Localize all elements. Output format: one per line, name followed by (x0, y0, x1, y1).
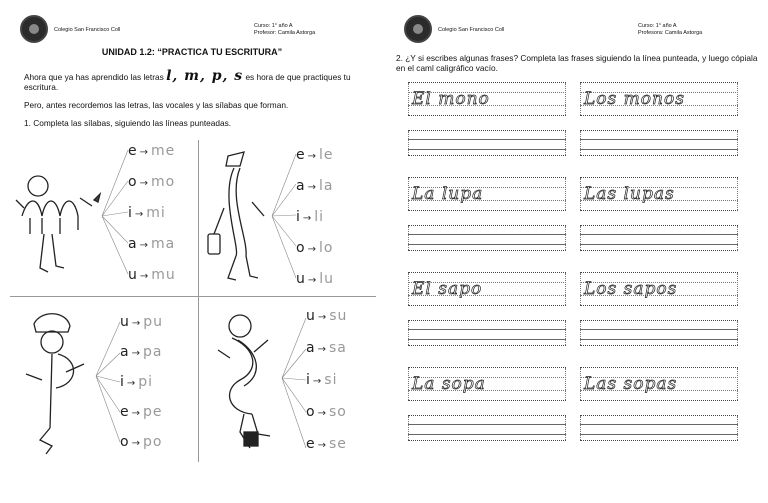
copy-box[interactable] (580, 320, 738, 346)
syllable-trace[interactable]: pa (142, 344, 163, 360)
trace-box[interactable] (408, 177, 566, 211)
trace-box[interactable] (580, 367, 738, 401)
trace-box[interactable] (408, 82, 566, 116)
syllable-row (120, 434, 162, 452)
syllable-trace[interactable]: le (319, 147, 334, 163)
syllable-trace[interactable]: lo (318, 240, 334, 256)
vowel-label: a (120, 344, 129, 360)
copy-box[interactable] (580, 415, 738, 441)
syllable-trace[interactable]: sa (328, 340, 347, 356)
course-label-right: Curso: 1° año A (638, 23, 677, 29)
page-header-right (404, 15, 754, 45)
arrow-icon: → (302, 213, 312, 224)
syllable-row (296, 271, 334, 289)
panel-divider-horizontal (10, 296, 376, 297)
intro-text (24, 68, 374, 92)
intro-letters: l, m, p, s (166, 68, 244, 84)
syllable-row (128, 174, 175, 192)
arrow-icon: → (134, 209, 144, 220)
phrase-trace: Los sapos (584, 279, 678, 299)
syllable-trace[interactable]: mi (146, 205, 166, 221)
question-1: 1. Completa las sílabas, siguiendo las líneas punteadas. (24, 118, 232, 128)
letter-p-character (26, 314, 84, 454)
arrow-icon: → (131, 438, 140, 449)
intro-part-b: es hora de que practiques tu (245, 72, 351, 82)
syllable-trace[interactable]: pi (138, 374, 154, 390)
syllable-trace[interactable]: me (151, 143, 176, 159)
arrow-icon: → (139, 147, 149, 158)
syllable-trace[interactable]: su (329, 308, 348, 324)
syllable-row (306, 308, 347, 326)
copy-box[interactable] (408, 225, 566, 251)
syllable-row (296, 240, 333, 258)
arrow-icon: → (131, 408, 141, 419)
syllable-row (306, 436, 347, 454)
syllable-row (296, 178, 333, 196)
branch-lines-l (272, 154, 296, 278)
phrase-trace: La sopa (412, 374, 486, 394)
letter-l-character (208, 152, 264, 280)
syllable-trace[interactable]: li (314, 209, 325, 225)
syllable-trace[interactable]: mu (151, 267, 176, 283)
syllable-row (120, 314, 163, 332)
syllable-panel-s (200, 300, 378, 460)
trace-box[interactable] (580, 177, 738, 211)
vowel-label: u (120, 314, 129, 330)
syllable-trace[interactable]: se (329, 436, 347, 452)
syllable-row (306, 340, 347, 358)
copy-box[interactable] (408, 130, 566, 156)
vowel-label: e (296, 147, 305, 163)
teacher-label-right: Profesora: Camila Astorga (638, 30, 703, 36)
panel-letter-p (10, 300, 198, 460)
syllable-trace[interactable]: mo (150, 174, 176, 190)
syllable-panel-p (10, 300, 198, 460)
teacher-label: Profesor: Camila Astorga (254, 30, 316, 36)
arrow-icon: → (307, 275, 317, 286)
page-header (20, 15, 370, 45)
copy-box[interactable] (408, 415, 566, 441)
syllable-row (306, 372, 337, 390)
vowel-label: e (128, 143, 137, 159)
syllable-trace[interactable]: lu (319, 271, 335, 287)
vowel-label: i (128, 205, 132, 221)
vowel-label: i (306, 372, 310, 388)
arrow-icon: → (126, 378, 136, 389)
course-label: Curso: 1° año A (254, 23, 293, 29)
vowel-label: o (128, 174, 137, 190)
syllable-trace[interactable]: so (328, 404, 347, 420)
vowel-label: o (120, 434, 129, 450)
vowel-label: e (306, 436, 315, 452)
phrase-trace: El mono (412, 89, 490, 109)
syllable-trace[interactable]: pu (143, 314, 164, 330)
arrow-icon: → (317, 344, 326, 355)
intro-part-a: Ahora que ya has aprendido las letras (24, 72, 164, 82)
syllable-row (128, 236, 175, 254)
phrase-trace: La lupa (412, 184, 484, 204)
branch-lines-m (102, 150, 128, 274)
arrow-icon: → (312, 376, 322, 387)
letter-m-character (16, 176, 100, 272)
arrow-icon: → (317, 440, 327, 451)
arrow-icon: → (139, 178, 148, 189)
copy-box[interactable] (580, 225, 738, 251)
school-logo-right (404, 15, 432, 43)
school-logo (20, 15, 48, 43)
vowel-label: a (128, 236, 137, 252)
syllable-panel-l (200, 138, 378, 294)
before-text: Pero, antes recordemos las letras, las vocales y las sílabas que forman. (24, 100, 289, 110)
page-title: UNIDAD 1.2: “PRACTICA TU ESCRITURA” (101, 47, 283, 57)
intro-part-c: escritura. (24, 82, 59, 92)
vowel-label: a (296, 178, 305, 194)
syllable-trace[interactable]: po (142, 434, 163, 450)
trace-box[interactable] (408, 367, 566, 401)
arrow-icon: → (139, 240, 148, 251)
syllable-row (120, 344, 162, 362)
branch-lines-p (96, 322, 120, 442)
syllable-row (128, 267, 176, 285)
arrow-icon: → (307, 182, 316, 193)
trace-box[interactable] (580, 82, 738, 116)
syllable-row (128, 205, 166, 223)
vowel-label: a (306, 340, 315, 356)
course-info (254, 23, 315, 37)
arrow-icon: → (317, 408, 326, 419)
vowel-label: i (296, 209, 300, 225)
syllable-row (296, 147, 334, 165)
arrow-icon: → (131, 318, 141, 329)
phrase-trace: Las lupas (584, 184, 675, 204)
letter-s-character (218, 315, 270, 448)
vowel-label: u (306, 308, 315, 324)
trace-box[interactable] (408, 272, 566, 306)
school-name-right: Colegio San Francisco Coll (438, 27, 505, 33)
phrase-trace: Los monos (584, 89, 685, 109)
panel-letter-l (200, 138, 378, 294)
syllable-row (128, 143, 175, 161)
vowel-label: o (306, 404, 315, 420)
syllable-row (306, 404, 347, 422)
vowel-label: u (296, 271, 305, 287)
trace-box[interactable] (580, 272, 738, 306)
question-2: 2. ¿Y si escribes algunas frases? Completa las frases siguiendo la línea punteada, y luego cópiala en el caml caligráfico vacío. (396, 53, 758, 73)
arrow-icon: → (307, 244, 316, 255)
vowel-label: o (296, 240, 305, 256)
syllable-trace[interactable]: la (318, 178, 334, 194)
copy-box[interactable] (408, 320, 566, 346)
course-info-right (638, 23, 702, 37)
vowel-label: u (128, 267, 137, 283)
panel-divider-vertical (198, 140, 199, 462)
vowel-label: i (120, 374, 124, 390)
phrase-trace: El sapo (412, 279, 483, 299)
syllable-trace[interactable]: pe (143, 404, 163, 420)
arrow-icon: → (307, 151, 317, 162)
arrow-icon: → (131, 348, 140, 359)
copy-box[interactable] (580, 130, 738, 156)
syllable-row (120, 404, 163, 422)
syllable-trace[interactable]: ma (150, 236, 176, 252)
syllable-row (120, 374, 153, 392)
syllable-row (296, 209, 324, 227)
worksheet-right-page (384, 0, 768, 503)
syllable-trace[interactable]: si (324, 372, 338, 388)
arrow-icon: → (317, 312, 327, 323)
phrase-trace: Las sopas (584, 374, 678, 394)
school-name: Colegio San Francisco Coll (54, 27, 121, 33)
vowel-label: e (120, 404, 129, 420)
panel-letter-s (200, 300, 378, 460)
branch-lines-s (282, 318, 306, 448)
arrow-icon: → (139, 271, 149, 282)
